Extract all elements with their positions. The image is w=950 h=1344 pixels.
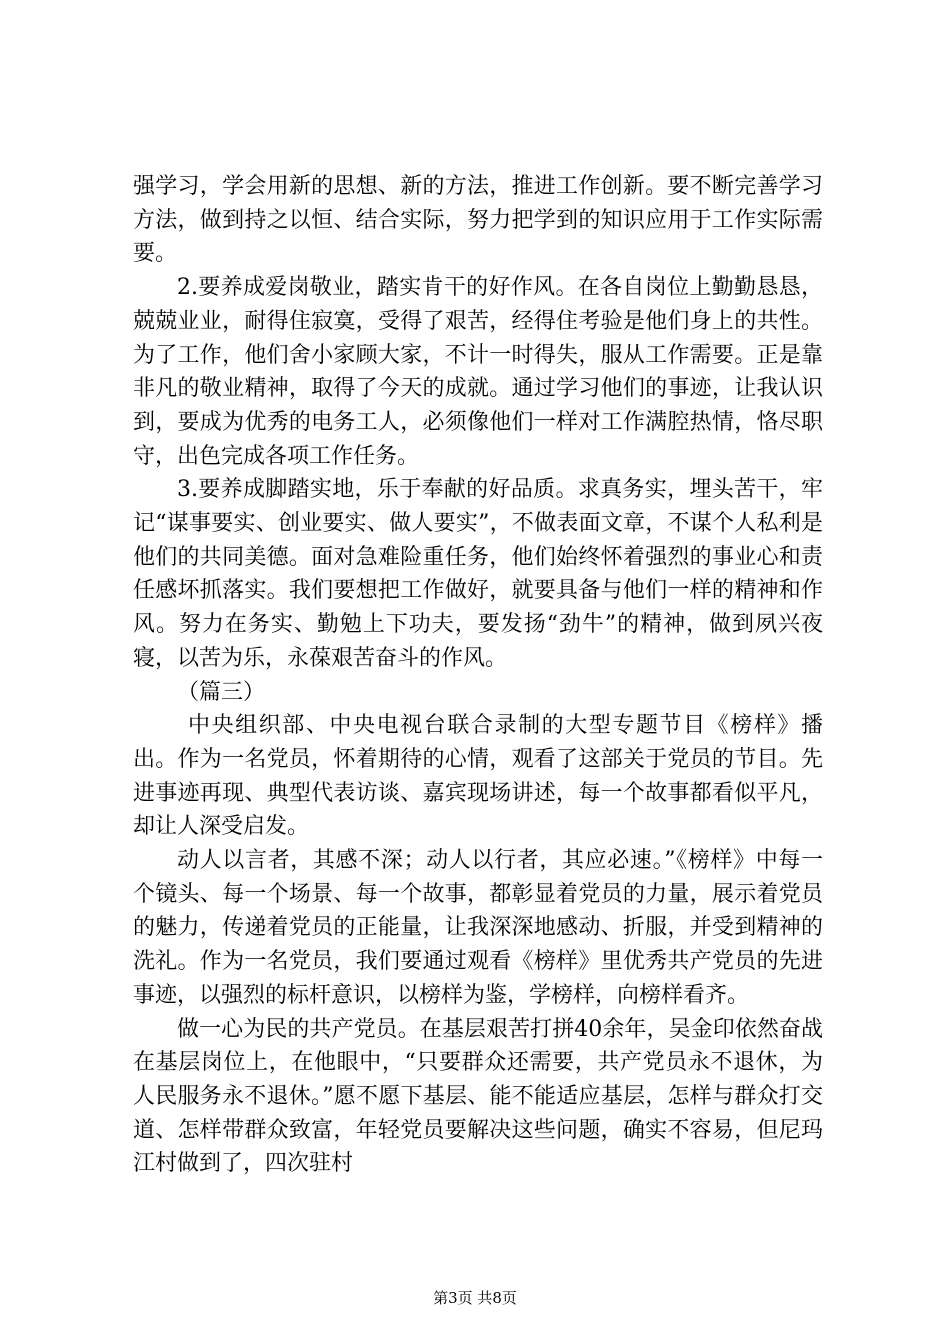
section-heading: （篇三） [177,679,266,705]
paragraph-intro: 中央组织部、中央电视台联合录制的大型专题节目《榜样》播出。作为一名党员，怀着期待的心情，观看了这部关于党员的节目。先进事迹再现、典型代表访谈、嘉宾现场讲述，每一个故事都看似平凡，却让人深受启发。 [133,713,823,840]
paragraph-point-2: 2.要养成爱岗敬业，踏实肯干的好作风。在各自岗位上勤勤恳恳，兢兢业业，耐得住寂寞，受得了艰苦，经得住考验是他们身上的共性。为了工作，他们舍小家顾大家，不计一时得失，服从工作需要。正是靠非凡的敬业精神，取得了今天的成就。通过学习他们的事迹，让我认识到，要成为优秀的电务工人，必须像他们一样对工作满腔热情，恪尽职守，出色完成各项工作任务。 [133,275,823,469]
paragraph-quote: 动人以言者，其感不深；动人以行者，其应必速。”《榜样》中每一个镜头、每一个场景、每一个故事，都彰显着党员的力量，展示着党员的魅力，传递着党员的正能量，让我深深地感动、折服，并受到精神的洗礼。作为一名党员，我们要通过观看《榜样》里优秀共产党员的先进事迹，以强烈的标杆意识，以榜样为鉴，学榜样，向榜样看齐。 [133,848,823,1008]
paragraph-example: 做一心为民的共产党员。在基层艰苦打拼40余年，吴金印依然奋战在基层岗位上，在他眼中，“只要群众还需要，共产党员永不退休，为人民服务永不退休。”愿不愿下基层、能不能适应基层，怎样与群众打交道、怎样带群众致富，年轻党员要解决这些问题，确实不容易，但尼玛江村做到了，四次驻村 [133,1016,823,1177]
paragraph-point-3: 3.要养成脚踏实地，乐于奉献的好品质。求真务实，埋头苦干，牢记“谋事要实、创业要实、做人要实”，不做表面文章，不谋个人私利是他们的共同美德。面对急难险重任务，他们始终怀着强烈的事业心和责任感坏抓落实。我们要想把工作做好，就要具备与他们一样的精神和作风。努力在务实、勤勉上下功夫，要发扬“劲牛”的精神，做到夙兴夜寝，以苦为乐，永葆艰苦奋斗的作风。 [133,477,823,671]
document-body [133,170,823,1181]
page-footer: 第3页 共8页 [433,1289,517,1307]
paragraph-continuation: 强学习，学会用新的思想、新的方法，推进工作创新。要不断完善学习方法，做到持之以恒、结合实际，努力把学到的知识应用于工作实际需要。 [133,174,823,267]
